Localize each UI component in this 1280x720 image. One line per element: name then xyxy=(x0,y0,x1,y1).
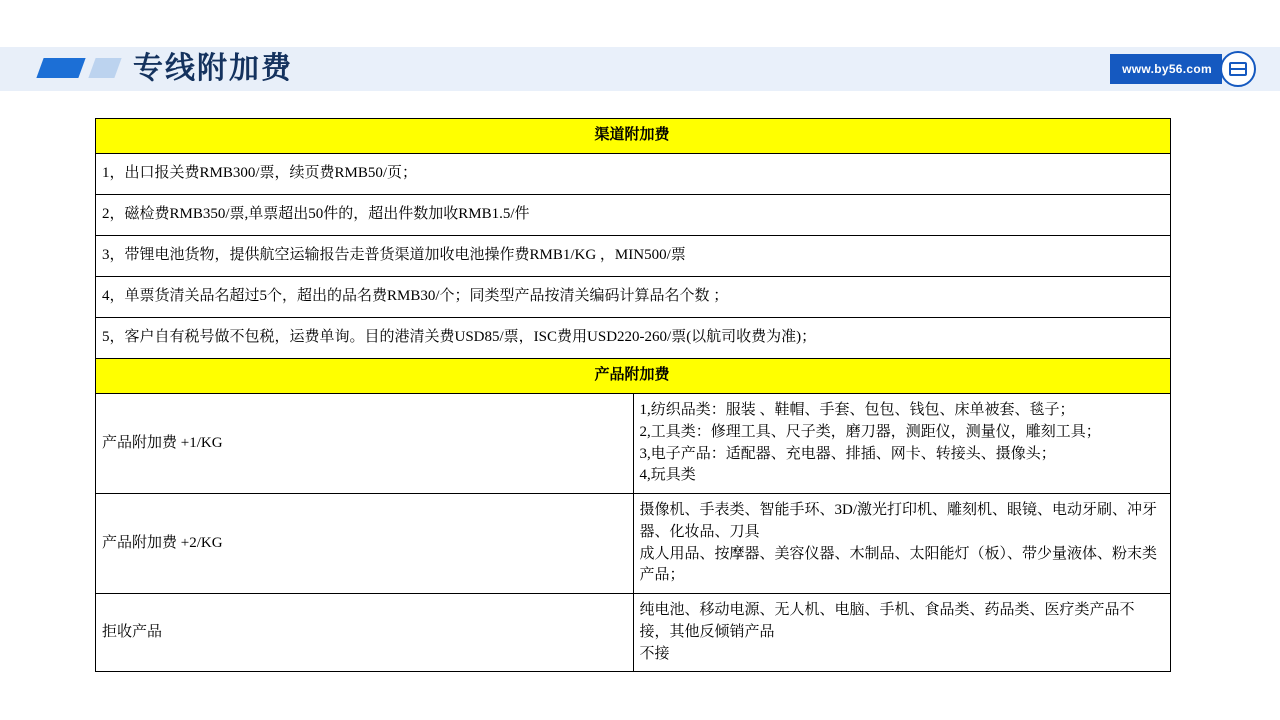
page-header xyxy=(0,0,1280,100)
product-surcharge-body-2 xyxy=(633,494,1171,594)
list-item: 纯电池、移动电源、无人机、电脑、手机、食品类、药品类、医疗类产品不接，其他反倾销产品 xyxy=(639,602,1135,640)
section-header-channel: 渠道附加费 xyxy=(96,119,1171,154)
channel-fee-item-3: 3，带锂电池货物，提供航空运输报告走普货渠道加收电池操作费RMB1/KG ，MIN500/票 xyxy=(96,236,1171,277)
list-item: 成人用品、按摩器、美容仪器、木制品、太阳能灯（板）、带少量液体、粉末类产品； xyxy=(639,545,1158,584)
table-row xyxy=(96,154,1171,195)
product-surcharge-label-1: 产品附加费 +1/KG xyxy=(96,394,634,494)
page-title: 专线附加费 xyxy=(133,52,293,85)
table-row xyxy=(96,394,1171,494)
product-surcharge-label-2: 产品附加费 +2/KG xyxy=(96,494,634,594)
table-row xyxy=(96,494,1171,594)
channel-fee-item-4: 4，单票货清关品名超过5个，超出的品名费RMB30/个；同类型产品按清关编码计算品名个数 ； xyxy=(96,277,1171,318)
channel-fee-item-1: 1，出口报关费RMB300/票，续页费RMB50/页； xyxy=(96,154,1171,195)
fee-table xyxy=(95,118,1171,672)
table-row xyxy=(96,318,1171,359)
rejected-products-body xyxy=(633,594,1171,672)
channel-fee-item-5: 5，客户自有税号做不包税，运费单询。目的港清关费USD85/票，ISC费用USD220-260/票(以航司收费为准)； xyxy=(96,318,1171,359)
product-surcharge-body-1 xyxy=(633,394,1171,494)
table-row xyxy=(96,236,1171,277)
list-item: 2,工具类：修理工具、尺子类，磨刀器，测距仪，测量仪，雕刻工具； xyxy=(639,423,1101,440)
table-row xyxy=(96,119,1171,154)
list-item: 不接 xyxy=(639,645,670,662)
channel-fee-item-2: 2，磁检费RMB350/票,单票超出50件的，超出件数加收RMB1.5/件 xyxy=(96,195,1171,236)
list-item: 摄像机、手表类、智能手环、3D/激光打印机、雕刻机、眼镜、电动牙刷、冲牙器、化妆品、刀具 xyxy=(639,502,1158,540)
table-row xyxy=(96,277,1171,318)
fee-table-container xyxy=(95,118,1171,672)
table-row xyxy=(96,195,1171,236)
list-item: 1,纺织品类：服装 、鞋帽、手套、包包、钱包、床单被套、毯子； xyxy=(639,402,1075,418)
brand-url-badge: www.by56.com xyxy=(1110,54,1222,84)
rejected-products-label: 拒收产品 xyxy=(96,594,634,672)
list-item: 4,玩具类 xyxy=(639,467,696,484)
list-item: 3,电子产品：适配器、充电器、排插、网卡、转接头、摄像头； xyxy=(639,445,1056,462)
table-row xyxy=(96,359,1171,394)
parcel-circle-icon xyxy=(1220,51,1256,87)
section-header-product: 产品附加费 xyxy=(96,359,1171,394)
table-row xyxy=(96,594,1171,672)
header-accent-bar-primary xyxy=(36,58,85,78)
